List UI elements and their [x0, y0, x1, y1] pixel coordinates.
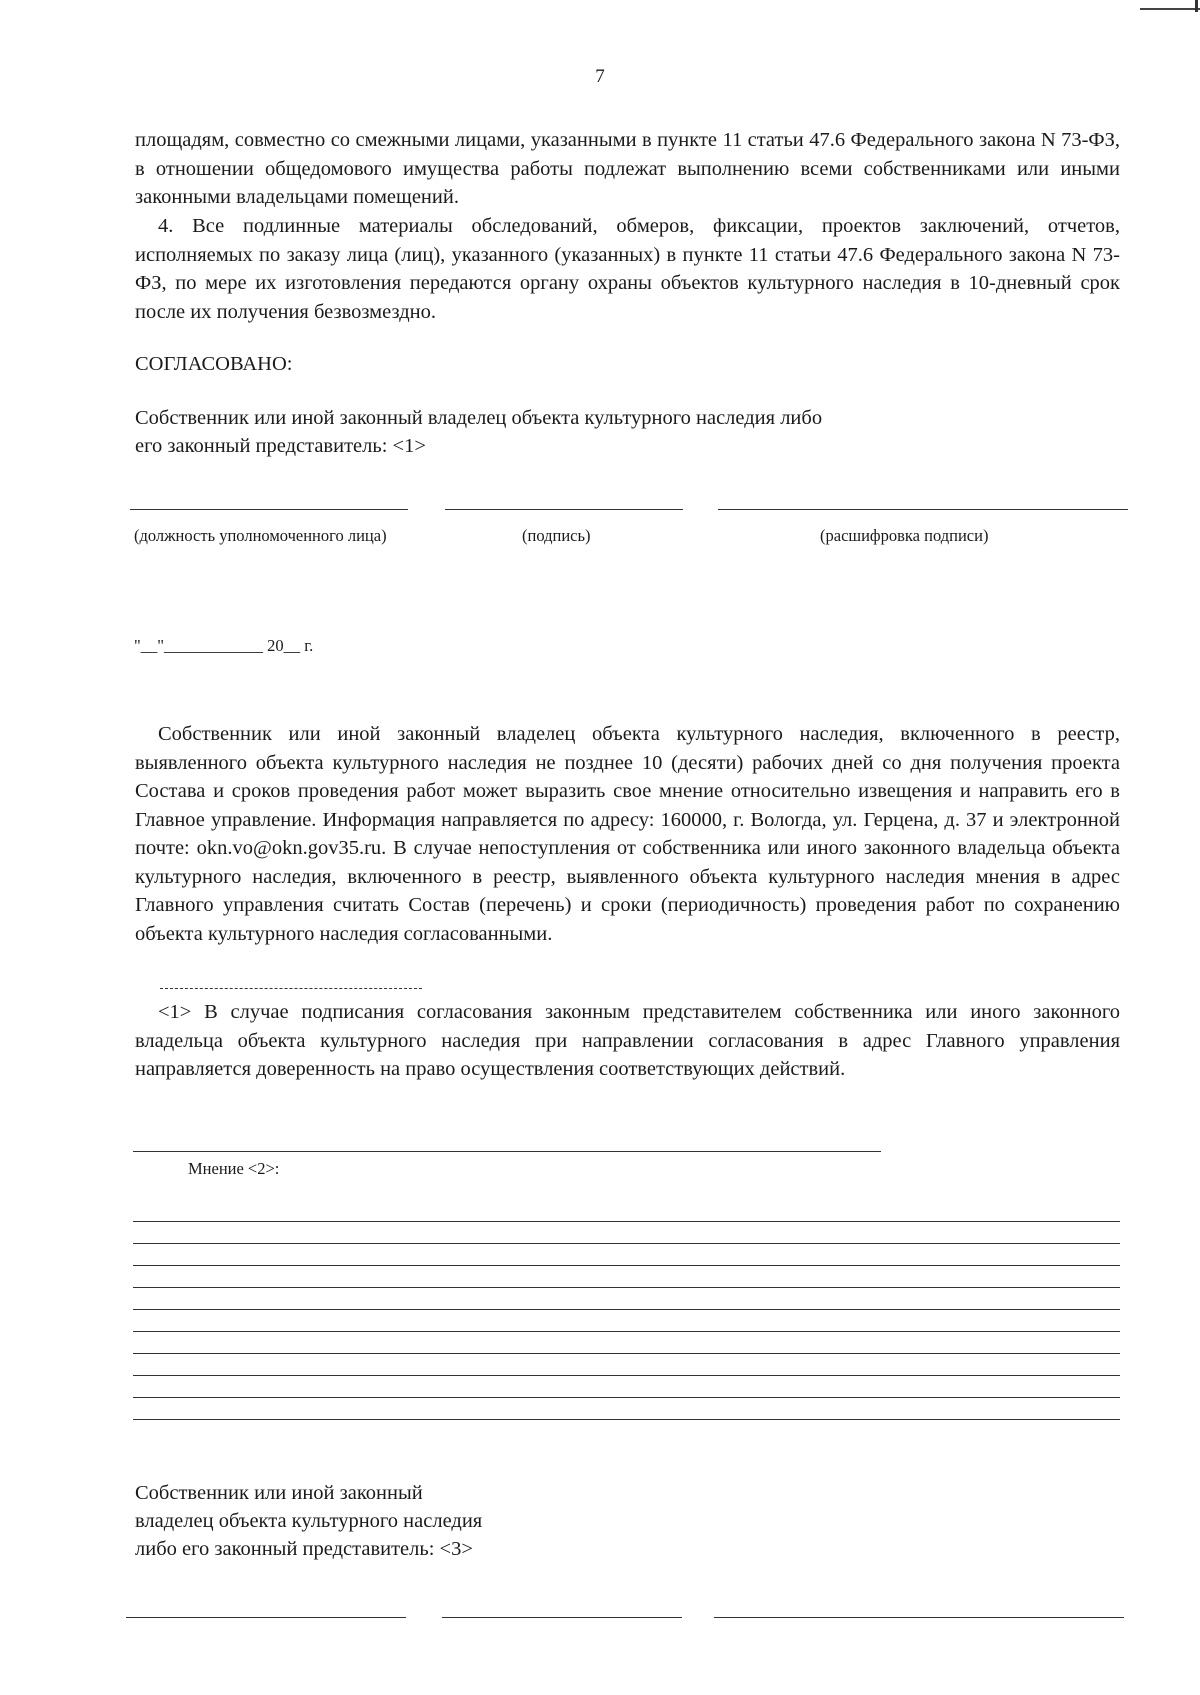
opinion-top-line: [133, 1151, 881, 1152]
footnote-1: <1> В случае подписания согласования законным представителем собственника или иного законного владельца объекта культурного наследия при направлении согласования в адрес Главного управления направляется доверенность на право осуществления соответствующих действий.: [135, 1001, 1120, 1080]
owner-block-1-line-1: Собственник или иной законный владелец объекта культурного наследия либо: [135, 407, 823, 429]
owner-block-2-line-1: Собственник или иной законный: [135, 1482, 423, 1504]
opinion-line-4: [133, 1287, 1120, 1288]
agreed-heading: СОГЛАСОВАНО:: [135, 353, 293, 375]
opinion-line-5: [133, 1309, 1120, 1310]
signature-line-signature: [445, 509, 683, 510]
paragraph-continuation: площадям, совместно со смежными лицами, указанными в пункте 11 статьи 47.6 Федерального закона N 73-ФЗ, в отношении общедомового имущества работы подлежат выполнению всеми собственниками или иными законными владельцами помещений.: [135, 129, 1120, 208]
opinion-line-8: [133, 1375, 1120, 1376]
opinion-line-2: [133, 1243, 1120, 1244]
scan-corner-tick: [1195, 0, 1198, 12]
footnote-separator: [160, 988, 422, 989]
opinion-line-10: [133, 1419, 1120, 1420]
owner-block-1-line-2: его законный представитель: <1>: [135, 435, 426, 457]
page-number: 7: [595, 66, 605, 87]
opinion-line-7: [133, 1353, 1120, 1354]
caption-signature: (подпись): [522, 526, 591, 545]
opinion-line-6: [133, 1331, 1120, 1332]
opinion-label: Мнение <2>:: [188, 1159, 280, 1178]
paragraph-opinion-notice: Собственник или иной законный владелец объекта культурного наследия, включенного в реестр, выявленного объекта культурного наследия не позднее 10 (десяти) рабочих дней со дня получения проекта Состава и сроков проведения работ может выразить свое мнение относительно извещения и направить его в Главное управление. Информация направляется по адресу: 160000, г. Вологда, ул. Герцена, д. 37 и электронной почте: okn.vo@okn.gov35.ru. В случае непоступления от собственника или иного законного владельца объекта культурного наследия, включенного в реестр, выявленного объекта культурного наследия мнения в адрес Главного управления считать Состав (перечень) и сроки (периодичность) проведения работ по сохранению объекта культурного наследия согласованными.: [135, 723, 1120, 945]
owner-block-2-line-3: либо его законный представитель: <3>: [135, 1538, 473, 1560]
date-line: "__"____________ 20__ г.: [134, 636, 314, 655]
signature-line-2-signature: [442, 1617, 682, 1618]
signature-line-2-decoding: [714, 1617, 1124, 1618]
signature-line-decoding: [718, 509, 1128, 510]
opinion-line-1: [133, 1221, 1120, 1222]
scan-corner-mark: [1140, 0, 1200, 10]
owner-block-2-line-2: владелец объекта культурного наследия: [135, 1510, 483, 1532]
caption-decoding: (расшифровка подписи): [820, 526, 989, 545]
signature-line-position: [130, 509, 408, 510]
opinion-line-3: [133, 1265, 1120, 1266]
caption-position: (должность уполномоченного лица): [134, 526, 387, 545]
signature-line-2-position: [126, 1617, 406, 1618]
paragraph-item-4: 4. Все подлинные материалы обследований, обмеров, фиксации, проектов заключений, отчетов, исполняемых по заказу лица (лиц), указанного (указанных) в пункте 11 статьи 47.6 Федерального закона N 73-ФЗ, по мере их изготовления передаются органу охраны объектов культурного наследия в 10-дневный срок после их получения безвозмездно.: [135, 215, 1120, 323]
opinion-line-9: [133, 1397, 1120, 1398]
